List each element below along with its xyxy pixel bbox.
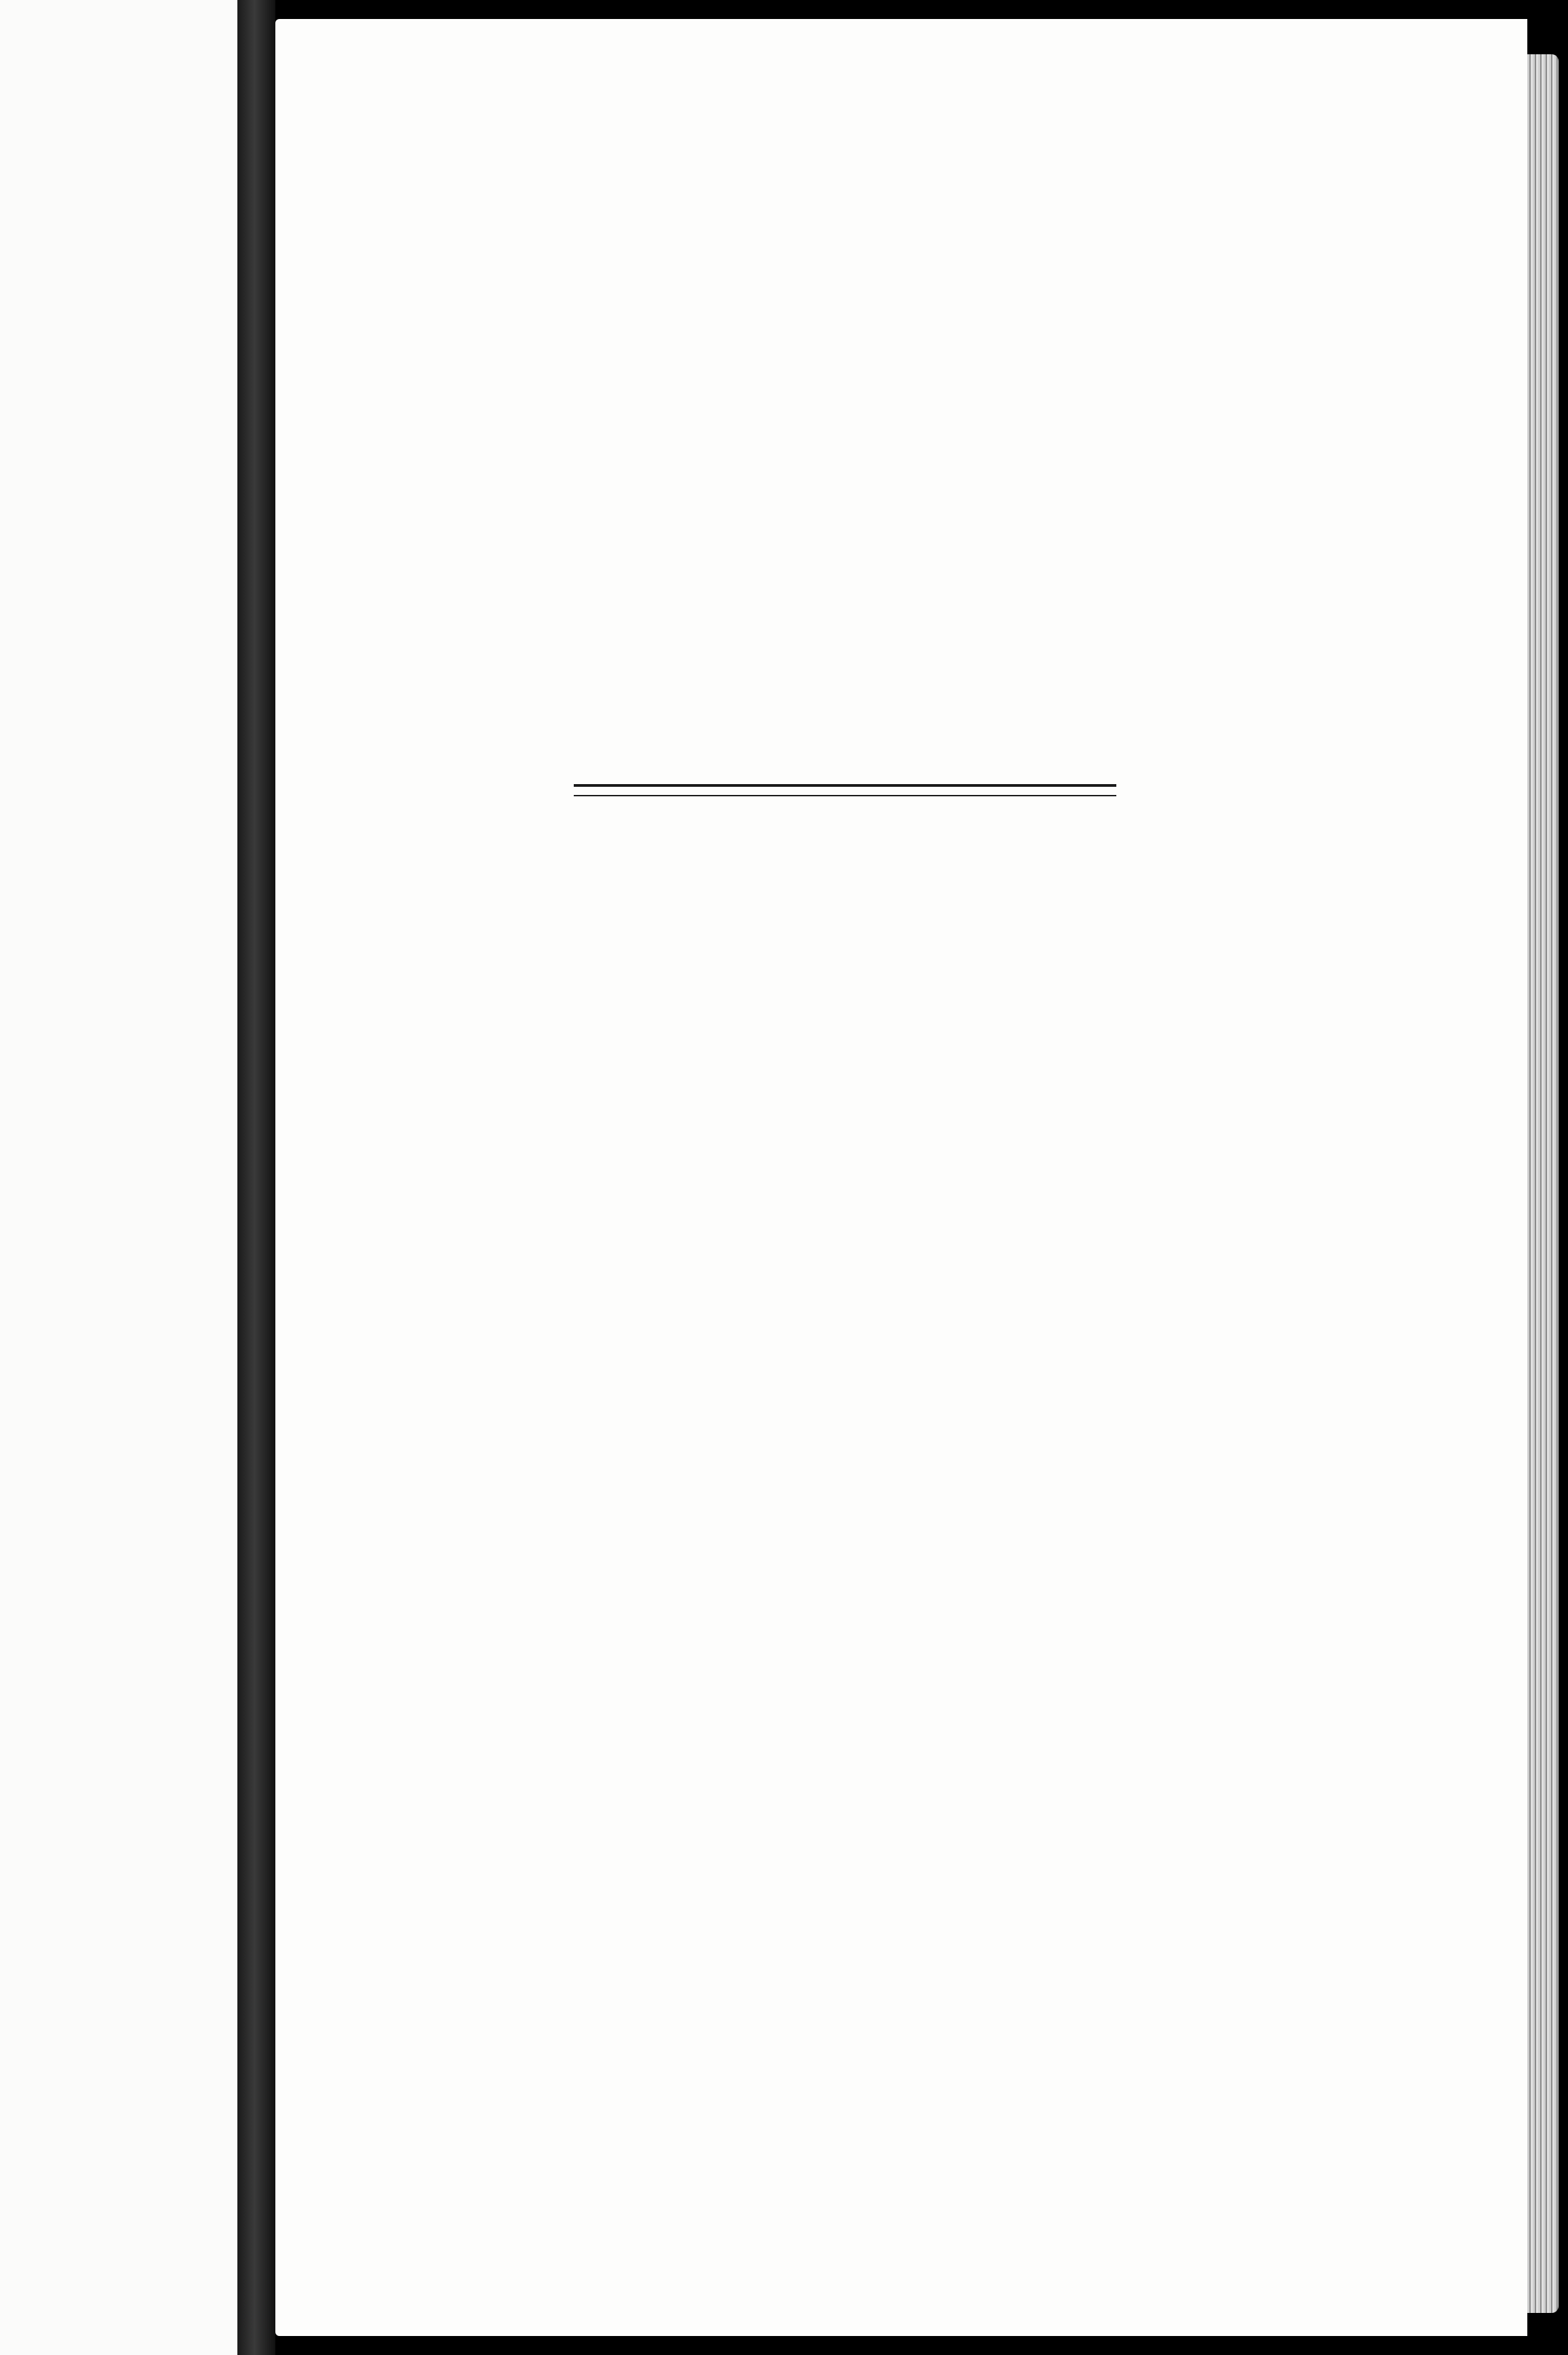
left-page-text	[0, 0, 237, 2355]
book-gutter	[237, 0, 275, 2355]
right-page	[275, 19, 1527, 2336]
left-page-fragment	[0, 0, 237, 2355]
page-edge-stack	[1527, 54, 1559, 2313]
section-divider-rule	[574, 784, 1116, 796]
intro-paragraph	[302, 954, 1415, 958]
